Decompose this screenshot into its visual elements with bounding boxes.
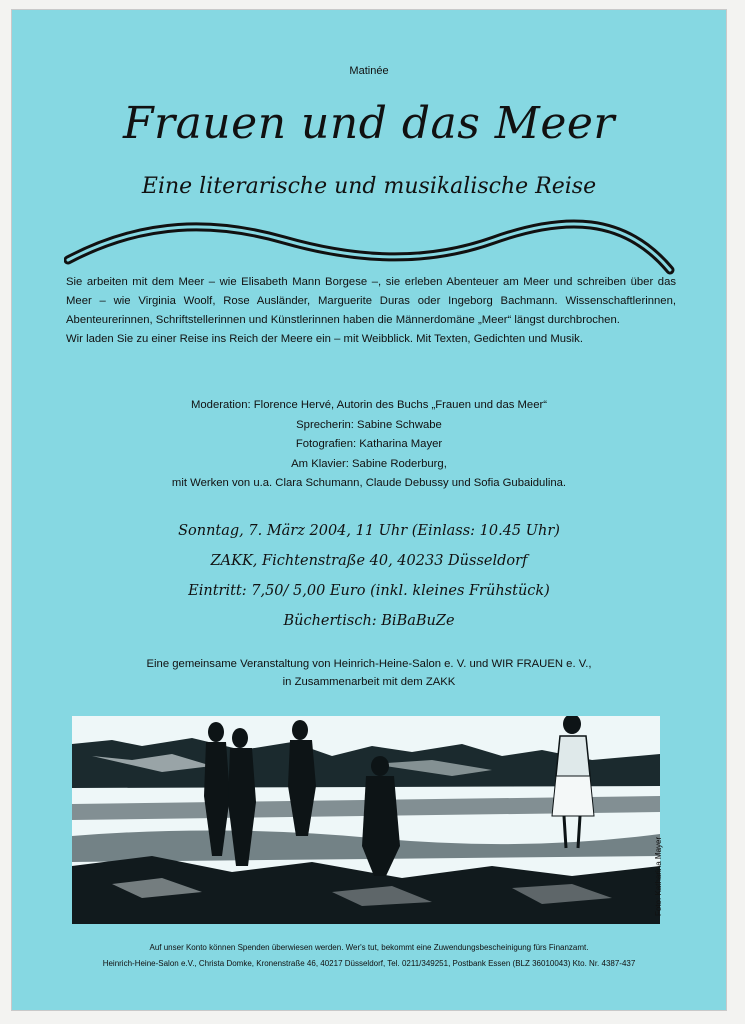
- credit-line: mit Werken von u.a. Clara Schumann, Claude Debussy und Sofia Gubaidulina.: [171, 477, 567, 489]
- credit-line: Moderation: Florence Hervé, Autorin des Buchs „Frauen und das Meer“: [190, 399, 548, 411]
- intro-text: [66, 273, 676, 349]
- intro-paragraph: Sie arbeiten mit dem Meer – wie Elisabeth Mann Borgese –, sie erleben Abenteuer am Meer und schreiben über das Meer – wie Virginia Woolf, Rose Ausländer, Marguerite Duras oder Ingeborg Bachmann. Wissenschaftlerinnen, Abenteurerinnen, Schriftstellerinnen und Künstlerinnen haben die Männerdomäne „Meer“ längst durchbrochen.: [66, 276, 676, 326]
- event-venue: ZAKK, Fichtenstraße 40, 40233 Düsseldorf: [210, 553, 528, 569]
- event-admission: Eintritt: 7,50/ 5,00 Euro (inkl. kleines Frühstück): [188, 583, 550, 599]
- page-title: Frauen und das Meer: [123, 98, 615, 149]
- beach-photo: [72, 716, 660, 924]
- footer-line: Auf unser Konto können Spenden überwiesen werden. Wer's tut, bekommt eine Zuwendungsbescheinigung fürs Finanzamt.: [149, 943, 589, 952]
- credits: [12, 396, 726, 494]
- organizers-line: Eine gemeinsame Veranstaltung von Heinrich-Heine-Salon e. V. und WIR FRAUEN e. V.,: [146, 658, 592, 670]
- wave-ornament: [64, 210, 676, 280]
- flyer-sheet: [12, 10, 726, 1010]
- event-details: [12, 516, 726, 636]
- footer: [12, 940, 726, 972]
- organizers: [12, 655, 726, 691]
- credit-line: Fotografien: Katharina Mayer: [295, 438, 443, 450]
- footer-line: Heinrich-Heine-Salon e.V., Christa Domke, Kronenstraße 46, 40217 Düsseldorf, Tel. 0211/349251, Postbank Essen (BLZ 36010043) Kto. Nr. 4387-437: [102, 959, 636, 968]
- kicker: Matinée: [349, 65, 389, 77]
- event-date: Sonntag, 7. März 2004, 11 Uhr (Einlass: 10.45 Uhr): [178, 523, 560, 539]
- organizers-line: in Zusammenarbeit mit dem ZAKK: [282, 676, 456, 688]
- credit-line: Sprecherin: Sabine Schwabe: [296, 418, 442, 431]
- intro-paragraph: Wir laden Sie zu einer Reise ins Reich der Meere ein – mit Weibblick. Mit Texten, Gedichten und Musik.: [66, 333, 583, 345]
- credit-line: Am Klavier: Sabine Roderburg,: [291, 457, 447, 470]
- event-books: Büchertisch: BiBaBuZe: [283, 613, 455, 629]
- subtitle: Eine literarische und musikalische Reise: [141, 174, 597, 199]
- photo-credit: Foto: Katharina Mayer: [654, 836, 663, 916]
